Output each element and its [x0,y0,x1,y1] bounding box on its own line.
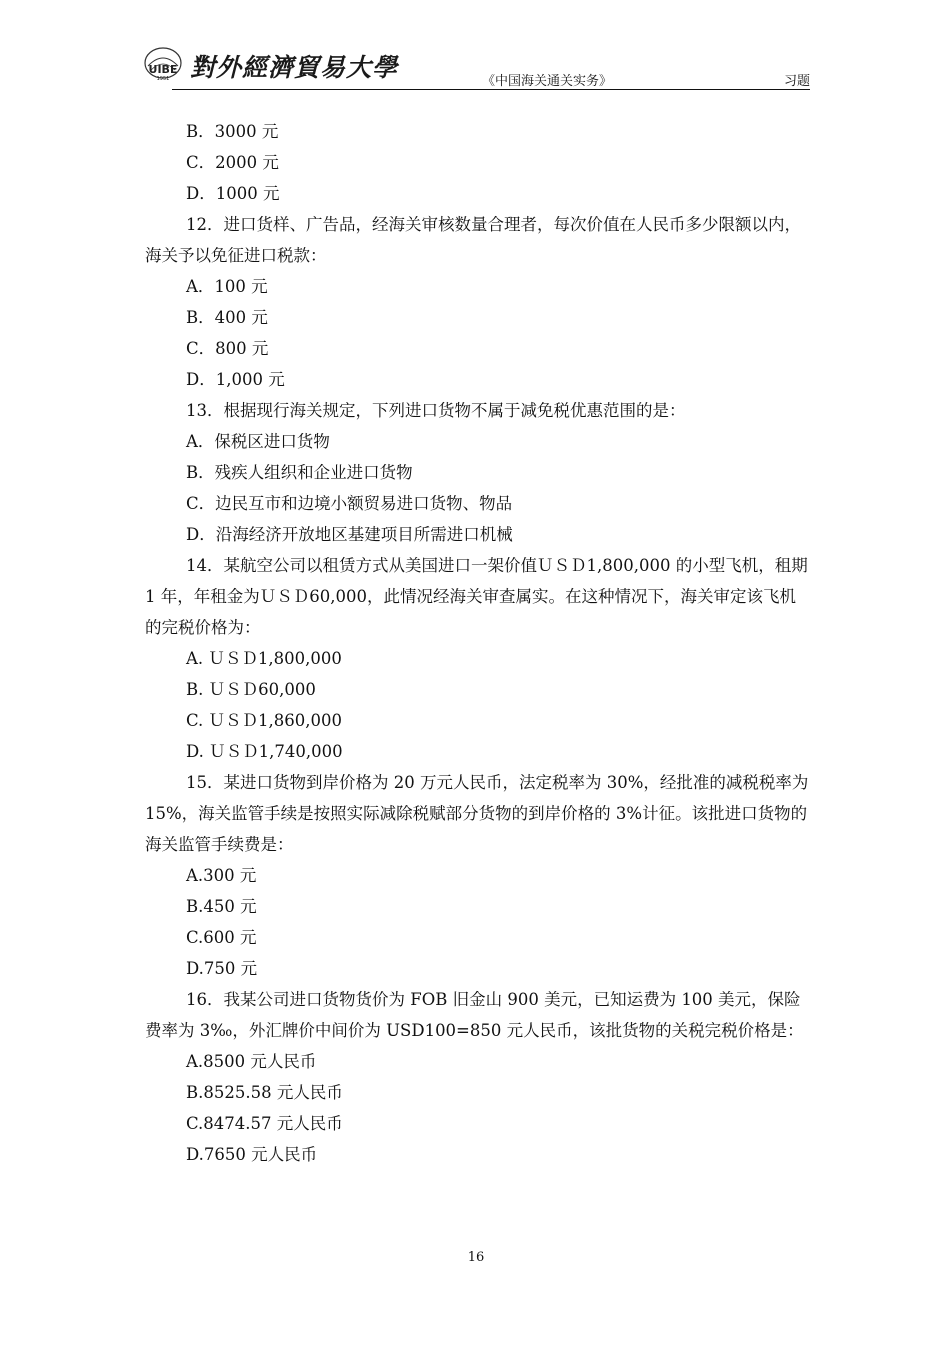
answer-option: D. ＵＳＤ1,740,000 [186,742,343,761]
header-divider [172,89,810,90]
answer-option: C.600 元 [186,928,257,947]
answer-option: C.8474.57 元人民币 [186,1114,343,1133]
answer-option: A. ＵＳＤ1,800,000 [186,649,342,668]
answer-option: B．3000 元 [186,122,279,141]
university-name: 對外經濟貿易大學 [190,53,399,82]
question-text: 15．某进口货物到岸价格为 20 万元人民币，法定税率为 30%，经批准的减税税率为 15%，海关监管手续是按照实际减除税赋部分货物的到岸价格的 3%计征。该批进口货物的海关监管手续费是： [145,773,809,854]
exercise-content [145,116,810,1170]
answer-option: D．沿海经济开放地区基建项目所需进口机械 [186,525,513,544]
question-text: 12．进口货样、广告品，经海关审核数量合理者，每次价值在人民币多少限额以内，海关予以免征进口税款： [145,215,801,265]
answer-option: C．边民互市和边境小额贸易进口货物、物品 [186,494,513,513]
answer-option: D.750 元 [186,959,258,978]
answer-option: B.8525.58 元人民币 [186,1083,343,1102]
answer-option: C．2000 元 [186,153,279,172]
answer-option: A．保税区进口货物 [186,432,330,451]
book-title: 《中国海关通关实务》 [482,74,613,89]
answer-option: D．1000 元 [186,184,280,203]
question-text: 13．根据现行海关规定，下列进口货物不属于减免税优惠范围的是： [186,401,686,420]
answer-option: A.300 元 [186,866,257,885]
answer-option: D．1,000 元 [186,370,285,389]
answer-option: B．残疾人组织和企业进口货物 [186,463,413,482]
answer-option: D.7650 元人民币 [186,1145,318,1164]
section-label: 习题 [783,74,810,89]
answer-option: C. ＵＳＤ1,860,000 [186,711,343,730]
answer-option: B．400 元 [186,308,268,327]
question-text: 16．我某公司进口货物货价为 FOB 旧金山 900 美元，已知运费为 100 美元，保险费率为 3‰，外汇牌价中间价为 USD100=850 元人民币，该批货物的关税完税价格是： [145,990,804,1040]
answer-option: C．800 元 [186,339,269,358]
svg-text:UIBE: UIBE [148,63,178,76]
answer-option: A．100 元 [186,277,268,296]
svg-text:1951: 1951 [156,76,170,82]
page-number: 16 [467,1250,485,1265]
page-header [142,40,810,92]
question-text: 14．某航空公司以租赁方式从美国进口一架价值ＵＳＤ1,800,000 的小型飞机，租期 1 年，年租金为ＵＳＤ60,000，此情况经海关审查属实。在这种情况下，海关审定该飞机的完税价格为： [145,556,808,637]
answer-option: A.8500 元人民币 [186,1052,317,1071]
university-logo-icon [142,46,184,82]
answer-option: B.450 元 [186,897,257,916]
answer-option: B. ＵＳＤ60,000 [186,680,316,699]
